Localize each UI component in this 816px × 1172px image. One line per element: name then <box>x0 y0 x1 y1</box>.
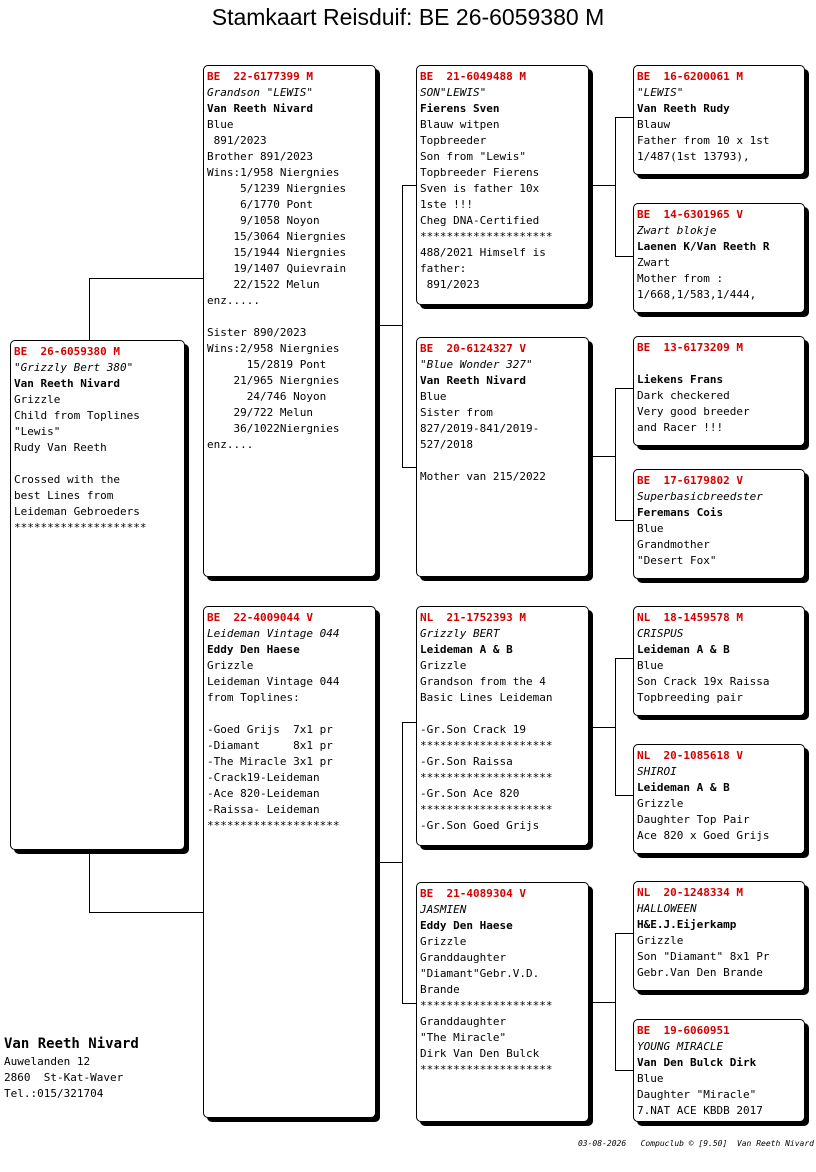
info-line: 6/1770 Pont <box>207 198 313 211</box>
info-line: -Ace 820-Leideman <box>207 787 320 800</box>
pigeon-name: "Blue Wonder 327" <box>420 358 533 371</box>
info-line: Blue <box>207 118 234 131</box>
info-line: father: <box>420 262 467 275</box>
pigeon-card-ffm[interactable] <box>633 203 805 313</box>
info-line: Son "Diamant" 8x1 Pr <box>637 950 770 963</box>
info-line: Father from 10 x 1st <box>637 134 770 147</box>
pigeon-card-ff[interactable] <box>416 65 589 305</box>
breeder-name: Van Reeth Nivard <box>14 377 120 390</box>
pigeon-name: Leideman Vintage 044 <box>207 627 340 640</box>
ring-number: BE 26-6059380 M <box>14 345 120 358</box>
pigeon-name: SHIROI <box>637 765 677 778</box>
info-line <box>420 706 585 722</box>
info-line: best Lines from <box>14 489 114 502</box>
info-line: -Goed Grijs 7x1 pr <box>207 723 333 736</box>
info-line: Sven is father 10x <box>420 182 540 195</box>
owner-city: 2860 St-Kat-Waver <box>4 1071 124 1084</box>
info-line: Granddaughter <box>420 1015 507 1028</box>
ring-number: NL 20-1248334 M <box>637 886 743 899</box>
info-line: Dirk Van Den Bulck <box>420 1047 540 1060</box>
info-line: Leideman Vintage 044 <box>207 675 340 688</box>
pigeon-card-fm[interactable] <box>416 337 589 577</box>
connector-line <box>615 117 616 257</box>
ring-number: BE 22-6177399 M <box>207 70 313 83</box>
connector-line <box>615 388 616 521</box>
connector-line <box>615 1070 633 1071</box>
info-line: 1/487(1st 13793), <box>637 150 750 163</box>
pigeon-name: CRISPUS <box>637 627 684 640</box>
pigeon-name: JASMIEN <box>420 903 467 916</box>
info-line: Mother from : <box>637 272 724 285</box>
info-line: Topbreeder Fierens <box>420 166 540 179</box>
info-line: 29/722 Melun <box>207 406 313 419</box>
connector-line <box>615 933 633 934</box>
pigeon-name <box>637 356 801 372</box>
info-line: Wins:2/958 Niergnies <box>207 342 340 355</box>
info-line: Sister 890/2023 <box>207 326 307 339</box>
info-line: Grandson from the 4 <box>420 675 546 688</box>
pigeon-card-mff[interactable] <box>633 606 805 716</box>
info-line: Blauw witpen <box>420 118 500 131</box>
info-line: 1/668,1/583,1/444, <box>637 288 757 301</box>
pigeon-card-fff[interactable] <box>633 65 805 175</box>
connector-line <box>615 388 633 389</box>
info-line: -Gr.Son Crack 19 <box>420 723 526 736</box>
info-line: Brother 891/2023 <box>207 150 313 163</box>
connector-line <box>615 658 633 659</box>
ring-number: NL 18-1459578 M <box>637 611 743 624</box>
info-line <box>207 706 372 722</box>
info-line: Mother van 215/2022 <box>420 470 546 483</box>
breeder-name: Fierens Sven <box>420 102 500 115</box>
breeder-name: Van Reeth Nivard <box>420 374 526 387</box>
connector-line <box>89 850 90 912</box>
info-line: Blue <box>637 659 664 672</box>
pigeon-card-fmm[interactable] <box>633 469 805 579</box>
info-line: Very good breeder <box>637 405 750 418</box>
info-line: Zwart <box>637 256 671 269</box>
info-line: 22/1522 Melun <box>207 278 320 291</box>
info-line: Blauw <box>637 118 671 131</box>
connector-line <box>615 933 616 1071</box>
info-line: -Raissa- Leideman <box>207 803 320 816</box>
pigeon-name: "Grizzly Bert 380" <box>14 361 134 374</box>
info-line: enz.... <box>207 438 254 451</box>
connector-line <box>402 722 416 723</box>
pigeon-card-mmf[interactable] <box>633 881 805 991</box>
info-line: 24/746 Noyon <box>207 390 327 403</box>
info-line <box>14 456 181 472</box>
connector-line <box>402 722 403 1004</box>
info-line: from Toplines: <box>207 691 300 704</box>
info-line: Cheg DNA-Certified <box>420 214 540 227</box>
connector-line <box>615 117 633 118</box>
connector-line <box>89 912 204 913</box>
info-line: ******************** <box>420 739 553 752</box>
breeder-name: Laenen K/Van Reeth R <box>637 240 770 253</box>
breeder-name: Leideman A & B <box>637 781 730 794</box>
info-line: ******************** <box>420 230 553 243</box>
info-line: and Racer !!! <box>637 421 724 434</box>
info-line: Crossed with the <box>14 473 120 486</box>
info-line: 827/2019-841/2019- <box>420 422 540 435</box>
info-line: Blue <box>637 522 664 535</box>
ring-number: BE 20-6124327 V <box>420 342 526 355</box>
pigeon-name: YOUNG MIRACLE <box>637 1040 724 1053</box>
connector-line <box>402 185 416 186</box>
info-line: Grandmother <box>637 538 710 551</box>
owner-name: Van Reeth Nivard <box>4 1036 139 1052</box>
info-line: Son from "Lewis" <box>420 150 526 163</box>
info-line: Grizzle <box>637 934 684 947</box>
info-line: Grizzle <box>14 393 61 406</box>
ring-number: BE 19-6060951 <box>637 1024 730 1037</box>
connector-line <box>402 467 416 468</box>
info-line: "The Miracle" <box>420 1031 507 1044</box>
ring-number: BE 14-6301965 V <box>637 208 743 221</box>
connector-line <box>589 1002 615 1003</box>
info-line: Dark checkered <box>637 389 730 402</box>
info-line: -Crack19-Leideman <box>207 771 320 784</box>
info-line: 891/2023 <box>420 278 480 291</box>
breeder-name: Leideman A & B <box>420 643 513 656</box>
info-line: 1ste !!! <box>420 198 473 211</box>
info-line: Topbreeding pair <box>637 691 743 704</box>
info-line: 21/965 Niergnies <box>207 374 340 387</box>
connector-line <box>402 1003 416 1004</box>
connector-line <box>89 278 204 279</box>
connector-line <box>402 185 403 468</box>
info-line: -Diamant 8x1 pr <box>207 739 333 752</box>
connector-line <box>89 278 90 340</box>
pigeon-name: Grandson "LEWIS" <box>207 86 313 99</box>
ring-number: BE 22-4009044 V <box>207 611 313 624</box>
connector-line <box>615 520 633 521</box>
info-line: 19/1407 Quievrain <box>207 262 347 275</box>
ring-number: BE 21-6049488 M <box>420 70 526 83</box>
pigeon-card-mm[interactable] <box>416 882 589 1122</box>
info-line: ******************** <box>207 819 340 832</box>
connector-line <box>589 185 615 186</box>
owner-street: Auwelanden 12 <box>4 1055 91 1068</box>
info-line: Child from Toplines <box>14 409 140 422</box>
info-line <box>207 309 372 325</box>
info-line: 15/3064 Niergnies <box>207 230 347 243</box>
info-line: Blue <box>420 390 447 403</box>
info-line: ******************** <box>420 999 553 1012</box>
info-line: Sister from <box>420 406 493 419</box>
info-line: Son Crack 19x Raissa <box>637 675 770 688</box>
connector-line <box>589 727 615 728</box>
pigeon-card-fmf[interactable] <box>633 336 805 446</box>
ring-number: NL 20-1085618 V <box>637 749 743 762</box>
info-line: -Gr.Son Ace 820 <box>420 787 520 800</box>
connector-line <box>615 795 633 796</box>
info-line: 5/1239 Niergnies <box>207 182 347 195</box>
connector-line <box>615 658 616 796</box>
info-line: Granddaughter <box>420 951 507 964</box>
ring-number: BE 13-6173209 M <box>637 341 743 354</box>
pigeon-card-mfm[interactable] <box>633 744 805 854</box>
breeder-name: Liekens Frans <box>637 373 724 386</box>
info-line: 9/1058 Noyon <box>207 214 320 227</box>
info-line: 36/1022Niergnies <box>207 422 340 435</box>
breeder-name: Feremans Cois <box>637 506 724 519</box>
ring-number: BE 21-4089304 V <box>420 887 526 900</box>
connector-line <box>376 325 402 326</box>
pigeon-name: Superbasicbreedster <box>637 490 763 503</box>
info-line: ******************** <box>14 521 147 534</box>
pigeon-card-subject[interactable] <box>10 340 185 850</box>
info-line: Blue <box>637 1072 664 1085</box>
info-line: 7.NAT ACE KBDB 2017 <box>637 1104 763 1117</box>
info-line: Topbreeder <box>420 134 487 147</box>
info-line: ******************** <box>420 803 553 816</box>
pigeon-name: "LEWIS" <box>637 86 684 99</box>
footer-credit: 03-08-2026 Compuclub © [9.50] Van Reeth Nivard <box>577 1139 814 1148</box>
info-line: -Gr.Son Raissa <box>420 755 513 768</box>
info-line: Wins:1/958 Niergnies <box>207 166 340 179</box>
info-line: ******************** <box>420 1063 553 1076</box>
pigeon-name: SON"LEWIS" <box>420 86 487 99</box>
pigeon-card-father[interactable] <box>203 65 376 577</box>
ring-number: BE 16-6200061 M <box>637 70 743 83</box>
breeder-name: Eddy Den Haese <box>207 643 300 656</box>
info-line: -Gr.Son Goed Grijs <box>420 819 540 832</box>
info-line: Gebr.Van Den Brande <box>637 966 763 979</box>
info-line: Daughter "Miracle" <box>637 1088 757 1101</box>
info-line: "Lewis" <box>14 425 61 438</box>
info-line: Brande <box>420 983 460 996</box>
pigeon-name: Grizzly BERT <box>420 627 500 640</box>
breeder-name: Van Den Bulck Dirk <box>637 1056 757 1069</box>
info-line: Grizzle <box>420 659 467 672</box>
info-line: enz..... <box>207 294 260 307</box>
connector-line <box>376 862 402 863</box>
owner-block <box>4 1034 139 1102</box>
pigeon-name: HALLOWEEN <box>637 902 697 915</box>
info-line: Daughter Top Pair <box>637 813 750 826</box>
ring-number: NL 21-1752393 M <box>420 611 526 624</box>
info-line: "Diamant"Gebr.V.D. <box>420 967 540 980</box>
info-line: Leideman Gebroeders <box>14 505 140 518</box>
breeder-name: H&E.J.Eijerkamp <box>637 918 737 931</box>
info-line: Grizzle <box>637 797 684 810</box>
ring-number: BE 17-6179802 V <box>637 474 743 487</box>
pigeon-card-mf[interactable] <box>416 606 589 846</box>
connector-line <box>615 256 633 257</box>
info-line: "Desert Fox" <box>637 554 717 567</box>
page-title: Stamkaart Reisduif: BE 26-6059380 M <box>211 4 605 30</box>
info-line: ******************** <box>420 771 553 784</box>
breeder-name: Van Reeth Nivard <box>207 102 313 115</box>
info-line: 527/2018 <box>420 438 473 451</box>
breeder-name: Van Reeth Rudy <box>637 102 730 115</box>
breeder-name: Leideman A & B <box>637 643 730 656</box>
owner-phone: Tel.:015/321704 <box>4 1087 104 1100</box>
breeder-name: Eddy Den Haese <box>420 919 513 932</box>
info-line: Rudy Van Reeth <box>14 441 107 454</box>
connector-line <box>589 456 615 457</box>
info-line: 15/2819 Pont <box>207 358 327 371</box>
info-line <box>420 453 585 469</box>
pigeon-name: Zwart blokje <box>637 224 717 237</box>
info-line: Grizzle <box>420 935 467 948</box>
info-line: 891/2023 <box>207 134 267 147</box>
pigeon-card-mmm[interactable] <box>633 1019 805 1122</box>
info-line: Basic Lines Leideman <box>420 691 553 704</box>
info-line: 15/1944 Niergnies <box>207 246 347 259</box>
info-line: -The Miracle 3x1 pr <box>207 755 333 768</box>
info-line: Ace 820 x Goed Grijs <box>637 829 770 842</box>
info-line: Grizzle <box>207 659 254 672</box>
pigeon-card-mother[interactable] <box>203 606 376 1118</box>
info-line: 488/2021 Himself is <box>420 246 546 259</box>
